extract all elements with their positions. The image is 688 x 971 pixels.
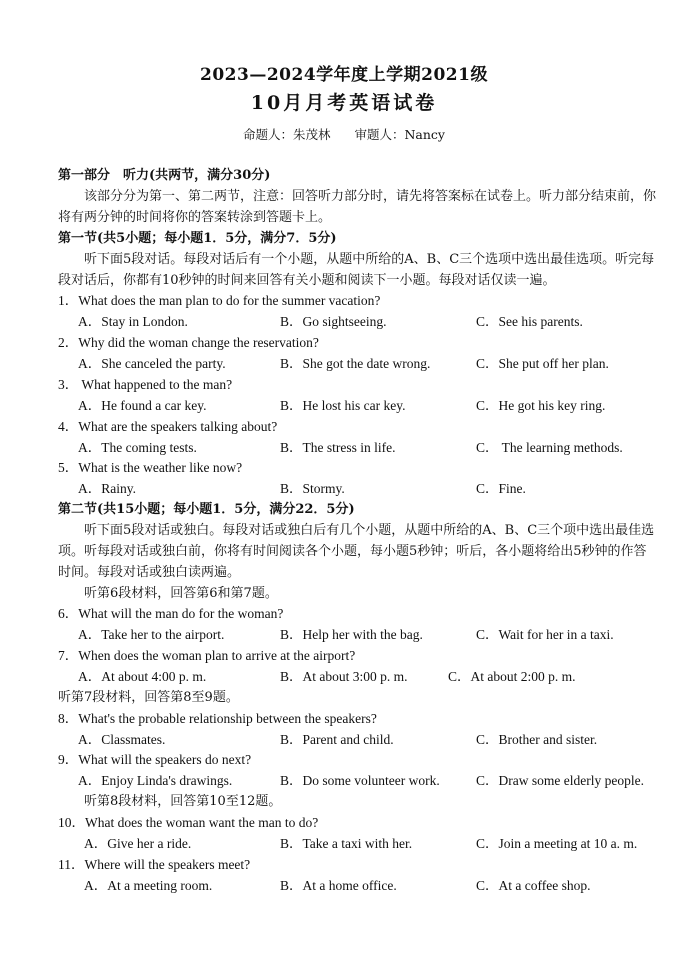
q1-option-b[interactable]: B．Go sightseeing. (280, 314, 387, 329)
question-2: 2．Why did the woman change the reservation? (58, 335, 319, 350)
q9-option-c[interactable]: C．Draw some elderly people. (476, 773, 644, 788)
q2-option-a[interactable]: A．She canceled the party. (78, 356, 226, 371)
q6-option-c[interactable]: C．Wait for her in a taxi. (476, 627, 614, 642)
q2-option-b[interactable]: B．She got the date wrong. (280, 356, 431, 371)
part1-heading: 第一部分 听力(共两节，满分30分) (58, 168, 271, 183)
q5-option-a[interactable]: A．Rainy. (78, 481, 136, 496)
q4-option-c[interactable]: C． The learning methods. (476, 440, 623, 455)
q8-option-b[interactable]: B．Parent and child. (280, 732, 394, 747)
q5-option-c[interactable]: C．Fine. (476, 481, 526, 496)
material-7-note: 听第7段材料，回答第8至9题。 (58, 690, 239, 705)
q11-option-a[interactable]: A．At a meeting room. (84, 878, 213, 893)
reviewer: 审题人：Nancy (354, 127, 445, 142)
part1-intro: 该部分分为第一、第二两节，注意：回答听力部分时，请先将答案标在试卷上。听力部分结束前，你将有两分钟的时间将你的答案转涂到答题卡上。 (58, 189, 657, 225)
author: 命题人：朱茂林 (242, 127, 331, 142)
question-7: 7．When does the woman plan to arrive at the airport? (58, 648, 356, 663)
section2-heading: 第二节(共15小题；每小题1．5分，满分22．5分) (58, 502, 355, 517)
question-8: 8．What's the probable relationship between the speakers? (58, 711, 377, 726)
question-10: 10．What does the woman want the man to do? (58, 815, 319, 830)
q10-option-b[interactable]: B．Take a taxi with her. (280, 836, 413, 851)
exam-title-line1: 2023—2024学年度上学期2021级 (200, 65, 488, 85)
q10-option-a[interactable]: A．Give her a ride. (84, 836, 192, 851)
q7-option-c[interactable]: C．At about 2:00 p. m. (448, 669, 576, 684)
q8-option-c[interactable]: C．Brother and sister. (476, 732, 598, 747)
section1-instructions: 听下面5段对话。每段对话后有一个小题，从题中所给的A、B、C三个选项中选出最佳选项。听完每段对话后，你都有10秒钟的时间来回答有关小题和阅读下一小题。每段对话仅读一遍。 (58, 252, 655, 288)
section2-instructions: 听下面5段对话或独白。每段对话或独白后有几个小题，从题中所给的A、B、C三个项中选出最佳选项。听每段对话或独白前，你将有时间阅读各个小题，每小题5秒钟；听后，各小题将给出5秒钟的作答时间。每段对话或独白读两遍。 (58, 523, 655, 580)
q3-option-b[interactable]: B．He lost his car key. (280, 398, 406, 413)
question-1: 1．What does the man plan to do for the summer vacation? (58, 293, 381, 308)
question-4: 4．What are the speakers talking about? (58, 419, 278, 434)
question-11: 11．Where will the speakers meet? (58, 857, 251, 872)
q10-option-c[interactable]: C．Join a meeting at 10 a. m. (476, 836, 638, 851)
section1-heading: 第一节(共5小题；每小题1．5分，满分7．5分) (58, 231, 337, 246)
q4-option-b[interactable]: B．The stress in life. (280, 440, 396, 455)
q8-option-a[interactable]: A．Classmates. (78, 732, 166, 747)
q5-option-b[interactable]: B．Stormy. (280, 481, 345, 496)
q1-option-a[interactable]: A．Stay in London. (78, 314, 188, 329)
exam-title-line2: 10月月考英语试卷 (250, 92, 438, 114)
q3-option-c[interactable]: C．He got his key ring. (476, 398, 606, 413)
question-5: 5．What is the weather like now? (58, 460, 243, 475)
question-6: 6．What will the man do for the woman? (58, 606, 284, 621)
authors-line (0, 125, 688, 143)
q7-option-b[interactable]: B．At about 3:00 p. m. (280, 669, 408, 684)
q3-option-a[interactable]: A．He found a car key. (78, 398, 207, 413)
material-8-note: 听第8段材料，回答第10至12题。 (84, 794, 282, 809)
q7-option-a[interactable]: A．At about 4:00 p. m. (78, 669, 207, 684)
q1-option-c[interactable]: C．See his parents. (476, 314, 583, 329)
q11-option-c[interactable]: C．At a coffee shop. (476, 878, 591, 893)
question-3: 3． What happened to the man? (58, 377, 233, 392)
q2-option-c[interactable]: C．She put off her plan. (476, 356, 609, 371)
question-9: 9．What will the speakers do next? (58, 752, 252, 767)
material-6-note: 听第6段材料，回答第6和第7题。 (84, 586, 278, 601)
q9-option-b[interactable]: B．Do some volunteer work. (280, 773, 440, 788)
q6-option-a[interactable]: A．Take her to the airport. (78, 627, 225, 642)
q9-option-a[interactable]: A．Enjoy Linda's drawings. (78, 773, 233, 788)
q4-option-a[interactable]: A．The coming tests. (78, 440, 197, 455)
q6-option-b[interactable]: B．Help her with the bag. (280, 627, 423, 642)
q11-option-b[interactable]: B．At a home office. (280, 878, 397, 893)
